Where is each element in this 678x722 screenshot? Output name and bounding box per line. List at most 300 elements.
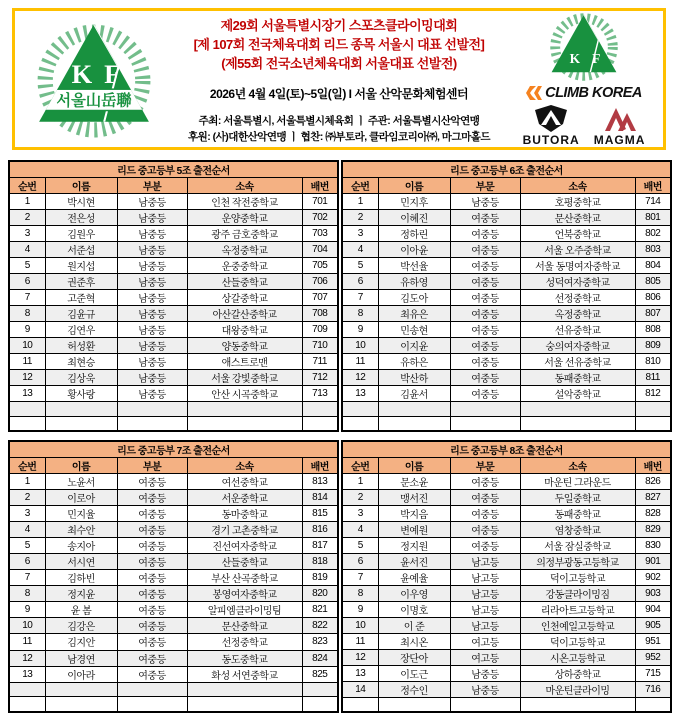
table-cell: 여중등: [117, 602, 187, 618]
table-cell: 여중등: [450, 274, 520, 290]
table-cell: 여중등: [117, 505, 187, 521]
table-cell: 문산중학교: [187, 618, 302, 634]
column-header: 이름: [378, 178, 450, 194]
table-cell: [9, 402, 45, 417]
table-cell: 이도근: [378, 665, 450, 681]
organizer-line: 주최: 서울특별시, 서울특별시체육회 ㅣ 주관: 서울특별시산악연맹: [198, 114, 480, 127]
table-cell: 마운틴 그라운드: [520, 473, 635, 489]
table-cell: [342, 416, 378, 431]
table-cell: 여중등: [117, 521, 187, 537]
table-cell: 광주 금호중학교: [187, 226, 302, 242]
table-cell: 남중등: [450, 681, 520, 697]
table-cell: 7: [342, 290, 378, 306]
table-cell: 박산하: [378, 370, 450, 386]
table-cell: 여중등: [117, 666, 187, 682]
table-cell: [520, 416, 635, 431]
table-cell: 4: [342, 242, 378, 258]
table-cell: 713: [302, 386, 338, 402]
table-cell: 817: [302, 537, 338, 553]
table-row: [342, 290, 671, 306]
table-cell: 황사랑: [45, 386, 117, 402]
table-cell: 마운틴클라이밍: [520, 681, 635, 697]
table-cell: 813: [302, 473, 338, 489]
table-row: [342, 210, 671, 226]
column-header: 배번: [635, 457, 671, 473]
table-row: [342, 633, 671, 649]
table-title-row: [342, 161, 671, 178]
table-cell: 남경연: [45, 650, 117, 666]
table-cell: 선유중학교: [520, 322, 635, 338]
table-cell: 815: [302, 505, 338, 521]
table-cell: 818: [302, 554, 338, 570]
table-row: [342, 226, 671, 242]
table-row: [9, 554, 338, 570]
table-cell: 807: [635, 306, 671, 322]
event-date-venue: 2026년 4월 4일(토)~5일(일) I 서울 산악문화체험센터: [209, 86, 469, 101]
table-cell: [302, 697, 338, 712]
table-cell: 이우영: [378, 585, 450, 601]
table-cell: 애스트로맨: [187, 354, 302, 370]
climb-korea-label: CLIMB KOREA: [545, 85, 642, 101]
table-cell: 9: [9, 602, 45, 618]
header-banner: [12, 8, 666, 150]
table-cell: 정지윤: [45, 586, 117, 602]
table-cell: 운양중학교: [187, 210, 302, 226]
column-header: 순번: [342, 178, 378, 194]
table-cell: 남중등: [117, 226, 187, 242]
table-cell: 리라아트고등학교: [520, 601, 635, 617]
table-cell: 상갈중학교: [187, 290, 302, 306]
kf-wreath-logo-small-icon: [548, 11, 620, 83]
table-cell: [635, 402, 671, 417]
table-cell: 10: [9, 338, 45, 354]
table-cell: 대왕중학교: [187, 322, 302, 338]
table-row: [9, 489, 338, 505]
table-cell: 윤 봄: [45, 602, 117, 618]
table-cell: 11: [342, 633, 378, 649]
table-cell: 아산갈산중학교: [187, 306, 302, 322]
table-row: [9, 505, 338, 521]
table-cell: 진선여자중학교: [187, 537, 302, 553]
event-title-line1: 제29회 서울특별시장기 스포츠클라이밍대회: [220, 17, 458, 33]
table-cell: 화성 서연중학교: [187, 666, 302, 682]
table-cell: [187, 697, 302, 712]
table-cell: [302, 682, 338, 697]
table-cell: 상하중학교: [520, 665, 635, 681]
table-cell: 인천예일고등학교: [520, 617, 635, 633]
column-header: 순번: [342, 457, 378, 473]
table-row: [9, 416, 338, 431]
table-row: [342, 242, 671, 258]
table-cell: 812: [635, 386, 671, 402]
table-row: [9, 242, 338, 258]
table-cell: 김강은: [45, 618, 117, 634]
start-order-table-group6: [341, 160, 672, 432]
table-header-row: [9, 178, 338, 194]
table-cell: 12: [9, 370, 45, 386]
table-cell: 13: [342, 665, 378, 681]
table-cell: 남중등: [117, 210, 187, 226]
table-cell: 최유은: [378, 306, 450, 322]
table-cell: 822: [302, 618, 338, 634]
table-cell: 1: [342, 194, 378, 210]
table-cell: 여중등: [450, 370, 520, 386]
climb-korea-logo: [526, 85, 642, 101]
table-row: [342, 649, 671, 665]
table-cell: 김원우: [45, 226, 117, 242]
table-cell: 2: [342, 489, 378, 505]
logo-letter-f: F: [592, 51, 601, 67]
table-cell: 여중등: [450, 306, 520, 322]
table-cell: 남고등: [450, 585, 520, 601]
table-cell: 장단아: [378, 649, 450, 665]
table-cell: [302, 416, 338, 431]
table-cell: 12: [342, 370, 378, 386]
table-cell: 8: [342, 585, 378, 601]
table-row: [342, 617, 671, 633]
table-cell: 13: [9, 666, 45, 682]
table-row: [342, 338, 671, 354]
table-title-row: [9, 441, 338, 458]
logo-letter-k: K: [71, 59, 93, 90]
table-cell: 운중중학교: [187, 258, 302, 274]
table-cell: 9: [9, 322, 45, 338]
table-cell: 904: [635, 601, 671, 617]
table-cell: [187, 402, 302, 417]
column-header: 배번: [635, 178, 671, 194]
table-cell: 남중등: [450, 194, 520, 210]
table-cell: 2: [9, 210, 45, 226]
table-cell: 5: [342, 258, 378, 274]
table-cell: 809: [635, 338, 671, 354]
table-cell: 변예원: [378, 521, 450, 537]
table-cell: 최시온: [378, 633, 450, 649]
table-cell: 12: [342, 649, 378, 665]
table-cell: 902: [635, 569, 671, 585]
table-cell: 13: [9, 386, 45, 402]
table-cell: 6: [9, 274, 45, 290]
column-header: 순번: [9, 178, 45, 194]
table-cell: 인천 작전중학교: [187, 194, 302, 210]
table-cell: [520, 697, 635, 712]
table-cell: 821: [302, 602, 338, 618]
table-cell: 원지섭: [45, 258, 117, 274]
table-cell: 11: [9, 354, 45, 370]
table-cell: 여중등: [450, 242, 520, 258]
table-row: [9, 290, 338, 306]
event-title-line3: (제55회 전국소년체육대회 서울대표 선발전): [221, 55, 457, 71]
table-cell: 서울 강빛중학교: [187, 370, 302, 386]
table-cell: 선정중학교: [520, 290, 635, 306]
table-cell: 3: [9, 226, 45, 242]
table-cell: [45, 416, 117, 431]
table-row: [342, 306, 671, 322]
table-cell: 3: [342, 505, 378, 521]
table-cell: 남중등: [117, 274, 187, 290]
table-cell: 여중등: [117, 618, 187, 634]
table-cell: 903: [635, 585, 671, 601]
table-cell: 산들중학교: [187, 554, 302, 570]
table-cell: 10: [9, 618, 45, 634]
table-cell: 윤서진: [378, 553, 450, 569]
event-title-line2: [제 107회 전국체육대회 리드 종목 서울시 대표 선발전]: [193, 36, 485, 52]
table-cell: 13: [342, 386, 378, 402]
start-order-table-group5: [8, 160, 339, 432]
table-header-row: [342, 457, 671, 473]
table-cell: 830: [635, 537, 671, 553]
table-cell: 문소윤: [378, 473, 450, 489]
table-cell: 806: [635, 290, 671, 306]
table-cell: [450, 697, 520, 712]
table-cell: 민지율: [45, 505, 117, 521]
table-cell: 4: [9, 242, 45, 258]
table-cell: 정지원: [378, 537, 450, 553]
table-cell: 안산 시곡중학교: [187, 386, 302, 402]
table-row: [342, 370, 671, 386]
table-cell: 704: [302, 242, 338, 258]
table-cell: 여고등: [450, 633, 520, 649]
seoul-alpine-federation-logo: [15, 18, 173, 140]
table-row: [9, 634, 338, 650]
table-cell: 이명호: [378, 601, 450, 617]
table-cell: 김지안: [45, 634, 117, 650]
table-cell: 5: [9, 537, 45, 553]
table-cell: 남중등: [117, 306, 187, 322]
logo-band-text: 서울山岳聯: [56, 92, 132, 110]
table-row: [342, 354, 671, 370]
table-cell: 양동중학교: [187, 338, 302, 354]
table-cell: 맹서진: [378, 489, 450, 505]
table-cell: 6: [342, 274, 378, 290]
table-cell: 전은성: [45, 210, 117, 226]
table-cell: 송지아: [45, 537, 117, 553]
table-row: [9, 650, 338, 666]
magma-mountain-icon: [603, 105, 637, 132]
table-cell: 801: [635, 210, 671, 226]
table-cell: 여중등: [450, 489, 520, 505]
table-cell: 최현승: [45, 354, 117, 370]
table-row: [9, 354, 338, 370]
table-cell: 814: [302, 489, 338, 505]
butora-shield-icon: [534, 105, 568, 132]
table-row: [9, 697, 338, 712]
table-cell: 이 준: [378, 617, 450, 633]
table-cell: 부산 산곡중학교: [187, 570, 302, 586]
table-row: [342, 697, 671, 712]
table-cell: 김연우: [45, 322, 117, 338]
table-cell: 여중등: [450, 354, 520, 370]
table-cell: 6: [342, 553, 378, 569]
table-cell: 이아라: [45, 666, 117, 682]
table-cell: 남중등: [117, 354, 187, 370]
table-row: [342, 585, 671, 601]
table-cell: [450, 402, 520, 417]
table-cell: 703: [302, 226, 338, 242]
table-cell: 11: [9, 634, 45, 650]
column-header: 배번: [302, 178, 338, 194]
table-cell: 여중등: [450, 386, 520, 402]
table-row: [9, 338, 338, 354]
table-cell: 서운중학교: [187, 489, 302, 505]
table-row: [342, 521, 671, 537]
table-cell: 714: [635, 194, 671, 210]
table-cell: 715: [635, 665, 671, 681]
table-cell: [187, 682, 302, 697]
table-cell: 951: [635, 633, 671, 649]
table-cell: [45, 402, 117, 417]
table-title: 리드 중고등부 7조 출전순서: [9, 441, 338, 458]
table-cell: 염창중학교: [520, 521, 635, 537]
table-cell: 여중등: [450, 338, 520, 354]
table-row: [9, 386, 338, 402]
table-cell: 3: [342, 226, 378, 242]
table-cell: 여중등: [450, 505, 520, 521]
table-cell: 1: [9, 194, 45, 210]
table-cell: [9, 416, 45, 431]
table-cell: 705: [302, 258, 338, 274]
column-header: 순번: [9, 457, 45, 473]
table-row: [342, 416, 671, 431]
table-cell: 알피엠클라이밍팀: [187, 602, 302, 618]
table-title: 리드 중고등부 5조 출전순서: [9, 161, 338, 178]
logo-letter-k: K: [569, 51, 581, 67]
table-cell: 김상욱: [45, 370, 117, 386]
table-cell: 810: [635, 354, 671, 370]
table-cell: 9: [342, 601, 378, 617]
table-cell: [378, 697, 450, 712]
table-row: [342, 489, 671, 505]
column-header: 이름: [45, 178, 117, 194]
table-cell: [378, 416, 450, 431]
table-cell: 716: [635, 681, 671, 697]
table-row: [9, 370, 338, 386]
table-cell: 허성환: [45, 338, 117, 354]
table-row: [342, 505, 671, 521]
table-row: [9, 586, 338, 602]
table-cell: 문산중학교: [520, 210, 635, 226]
column-header: 소속: [520, 178, 635, 194]
table-row: [342, 553, 671, 569]
table-cell: 829: [635, 521, 671, 537]
climb-korea-ck-icon: [526, 86, 542, 100]
column-header: 이름: [45, 457, 117, 473]
sponsor-line: 후원: (사)대한산악연맹 ㅣ 협찬: ㈜부토라, 클라임코리아㈜, 마그마홀드: [187, 130, 491, 143]
table-cell: 10: [342, 338, 378, 354]
table-row: [9, 666, 338, 682]
table-cell: [302, 402, 338, 417]
table-cell: [635, 697, 671, 712]
kf-wreath-logo-icon: [33, 18, 155, 140]
table-row: [9, 210, 338, 226]
table-cell: 9: [342, 322, 378, 338]
table-cell: [45, 697, 117, 712]
table-row: [9, 682, 338, 697]
table-cell: 두일중학교: [520, 489, 635, 505]
table-header-row: [342, 178, 671, 194]
table-row: [342, 681, 671, 697]
table-row: [9, 602, 338, 618]
table-cell: 2: [342, 210, 378, 226]
table-cell: 남중등: [117, 290, 187, 306]
table-cell: 7: [9, 290, 45, 306]
table-title: 리드 중고등부 8조 출전순서: [342, 441, 671, 458]
table-cell: 811: [635, 370, 671, 386]
start-order-table-group8: [341, 440, 672, 713]
table-cell: 905: [635, 617, 671, 633]
table-cell: 남고등: [450, 617, 520, 633]
table-cell: 여고등: [450, 649, 520, 665]
table-cell: 정수인: [378, 681, 450, 697]
table-row: [9, 618, 338, 634]
table-cell: 여중등: [117, 650, 187, 666]
table-cell: 여중등: [450, 290, 520, 306]
start-order-table-group7: [8, 440, 339, 713]
table-title: 리드 중고등부 6조 출전순서: [342, 161, 671, 178]
column-header: 부분: [117, 457, 187, 473]
table-row: [9, 306, 338, 322]
table-cell: 이로아: [45, 489, 117, 505]
column-header: 부문: [450, 178, 520, 194]
table-cell: 여중등: [117, 634, 187, 650]
table-cell: 8: [9, 306, 45, 322]
table-cell: 11: [342, 354, 378, 370]
table-cell: 826: [635, 473, 671, 489]
table-cell: 12: [9, 650, 45, 666]
table-cell: 805: [635, 274, 671, 290]
table-cell: 동도중학교: [187, 650, 302, 666]
table-cell: 701: [302, 194, 338, 210]
table-cell: [342, 697, 378, 712]
table-cell: 710: [302, 338, 338, 354]
table-cell: 여중등: [450, 258, 520, 274]
table-cell: 성덕여자중학교: [520, 274, 635, 290]
table-cell: 민지후: [378, 194, 450, 210]
table-cell: [342, 402, 378, 417]
table-cell: 남중등: [117, 338, 187, 354]
table-cell: 봉영여자중학교: [187, 586, 302, 602]
table-cell: [117, 416, 187, 431]
table-cell: 이아윤: [378, 242, 450, 258]
table-cell: 권준후: [45, 274, 117, 290]
table-cell: 712: [302, 370, 338, 386]
table-title-row: [9, 161, 338, 178]
table-row: [342, 194, 671, 210]
table-row: [342, 665, 671, 681]
sponsor-logos: [505, 11, 663, 147]
table-cell: 경기 고촌중학교: [187, 521, 302, 537]
table-cell: 이지윤: [378, 338, 450, 354]
table-cell: 1: [9, 473, 45, 489]
table-cell: 8: [342, 306, 378, 322]
table-row: [9, 322, 338, 338]
table-cell: 서준섭: [45, 242, 117, 258]
magma-logo: [594, 105, 646, 147]
table-cell: [117, 402, 187, 417]
table-cell: 여중등: [117, 473, 187, 489]
table-cell: 819: [302, 570, 338, 586]
table-cell: 최수안: [45, 521, 117, 537]
table-row: [9, 258, 338, 274]
column-header: 부분: [117, 178, 187, 194]
table-cell: 시온고등학교: [520, 649, 635, 665]
table-row: [342, 569, 671, 585]
table-cell: 남중등: [117, 370, 187, 386]
table-cell: 박시현: [45, 194, 117, 210]
table-cell: 4: [342, 521, 378, 537]
table-cell: 여중등: [450, 226, 520, 242]
table-row: [9, 226, 338, 242]
table-cell: 김도아: [378, 290, 450, 306]
